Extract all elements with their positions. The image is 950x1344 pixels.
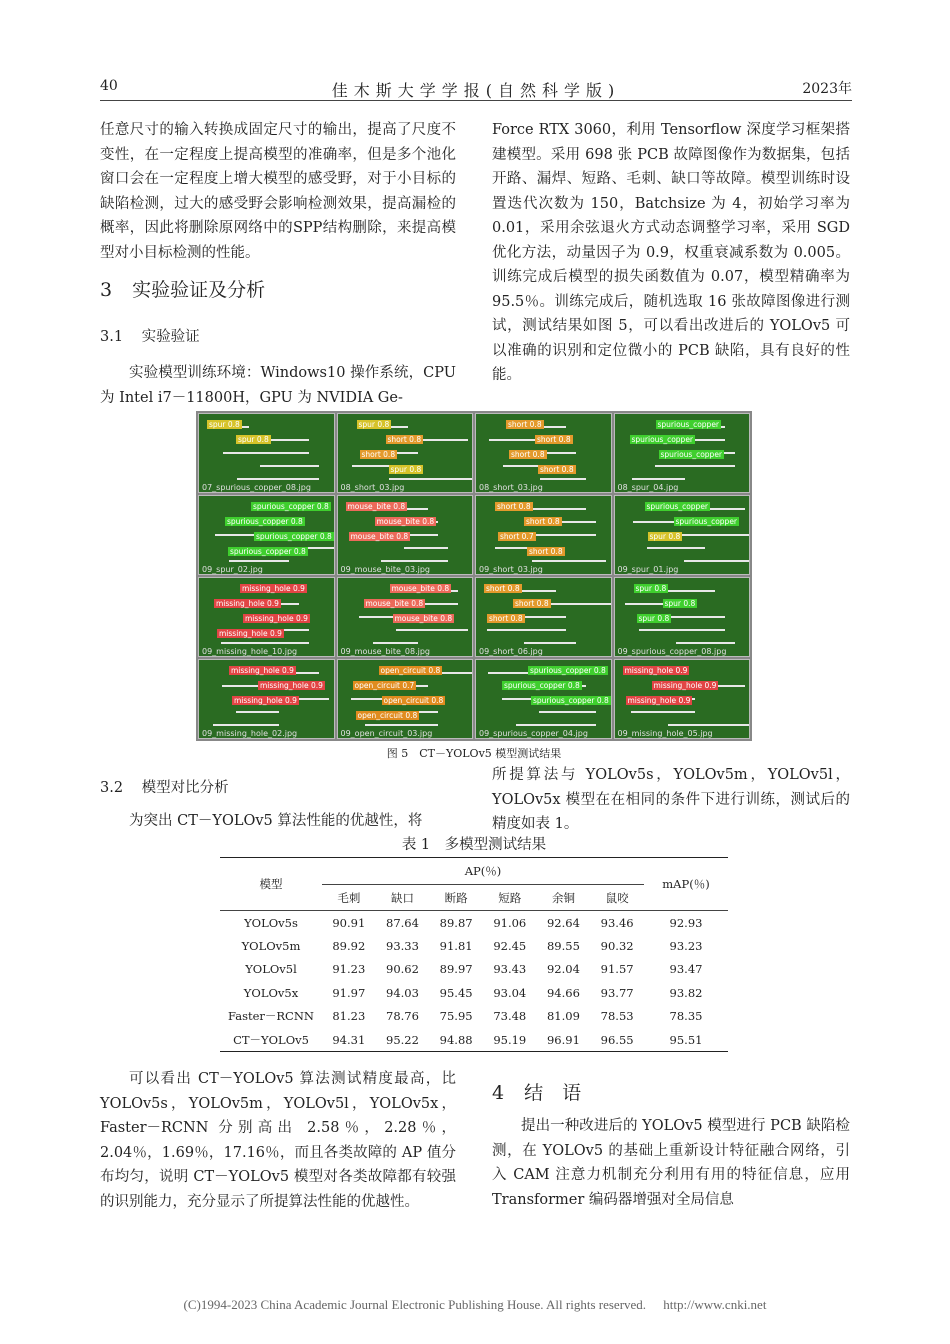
panel-filename: 09_spur_01.jpg bbox=[617, 565, 679, 574]
detection-label: spur 0.8 bbox=[638, 614, 670, 623]
panel-filename: 09_missing_hole_05.jpg bbox=[617, 729, 713, 738]
page-number: 40 bbox=[100, 78, 118, 94]
detection-label: missing_hole 0.9 bbox=[653, 681, 717, 690]
detection-label: spurious_copper bbox=[675, 517, 738, 526]
pcb-test-panel bbox=[337, 413, 474, 493]
detection-label: spur 0.8 bbox=[649, 532, 681, 541]
pcb-trace bbox=[539, 711, 596, 713]
detection-label: short 0.8 bbox=[486, 584, 520, 593]
pcb-trace bbox=[524, 642, 576, 644]
detection-label: mouse_bite 0.8 bbox=[394, 614, 453, 623]
detection-label: mouse_bite 0.8 bbox=[350, 532, 409, 541]
table-cell-ap: 93.77 bbox=[600, 985, 634, 1000]
detection-label: short 0.8 bbox=[540, 465, 574, 474]
panel-filename: 09_short_03.jpg bbox=[479, 565, 543, 574]
pcb-trace bbox=[684, 560, 751, 562]
table-cell-ap: 89.55 bbox=[546, 938, 580, 953]
right-paragraph-comparison: 所提算法与 YOLOv5s，YOLOv5m，YOLOv5l，YOLOv5x 模型在在相同的条件下进行训练，测试后的精度如表 1。 bbox=[492, 767, 850, 832]
subsection-3-1-number: 3.1 bbox=[100, 329, 124, 345]
pcb-trace bbox=[647, 547, 705, 549]
table-cell-map: 93.23 bbox=[669, 938, 703, 953]
panel-filename: 09_open_circuit_03.jpg bbox=[340, 729, 433, 738]
detection-label: short 0.8 bbox=[387, 435, 422, 444]
pcb-test-panel bbox=[337, 495, 474, 575]
panel-filename: 09_spurious_copper_08.jpg bbox=[617, 647, 727, 656]
table-subheader-3: 短路 bbox=[498, 890, 522, 905]
figure-caption: 图 5 CT－YOLOv5 模型测试结果 bbox=[386, 747, 562, 760]
detection-label: spurious_copper bbox=[631, 435, 694, 444]
pcb-trace bbox=[223, 452, 309, 454]
detection-label: short 0.8 bbox=[511, 450, 545, 459]
panel-filename: 09_mouse_bite_08.jpg bbox=[340, 647, 430, 656]
table-row bbox=[220, 1028, 728, 1052]
detection-label: open_circuit 0.7 bbox=[354, 681, 415, 690]
table-cell-ap: 93.33 bbox=[386, 938, 419, 953]
section-4-heading bbox=[492, 1078, 581, 1105]
detection-label: missing_hole 0.9 bbox=[260, 681, 323, 690]
pcb-test-panel bbox=[337, 577, 474, 657]
table-cell-ap: 96.55 bbox=[600, 1032, 634, 1047]
table-cell-model: YOLOv5m bbox=[241, 938, 301, 953]
pcb-trace bbox=[237, 478, 319, 480]
table-header-ap: AP(％) bbox=[322, 858, 644, 885]
panel-filename: 09_mouse_bite_03.jpg bbox=[340, 565, 430, 574]
detection-label: spur 0.8 bbox=[635, 584, 667, 593]
copyright-footer bbox=[0, 1297, 950, 1313]
detection-label: short 0.8 bbox=[489, 614, 523, 623]
table-cell-ap: 94.66 bbox=[546, 985, 580, 1000]
detection-label: short 0.8 bbox=[508, 420, 542, 429]
section-3-heading bbox=[100, 275, 265, 302]
panel-filename: 09_missing_hole_10.jpg bbox=[202, 647, 298, 656]
detection-label: spurious_copper 0.8 bbox=[530, 666, 606, 675]
panel-filename: 09_spurious_copper_04.jpg bbox=[479, 729, 588, 738]
table-row bbox=[220, 911, 728, 935]
table-cell-ap: 95.45 bbox=[439, 985, 473, 1000]
table-cell-ap: 91.06 bbox=[493, 915, 527, 930]
detection-label: spurious_copper 0.8 bbox=[533, 696, 609, 705]
panel-filename: 08_spur_04.jpg bbox=[617, 483, 679, 492]
table-cell-ap: 89.97 bbox=[439, 962, 473, 977]
pcb-test-panel bbox=[198, 659, 335, 739]
detection-label: short 0.8 bbox=[537, 435, 571, 444]
detection-label: mouse_bite 0.8 bbox=[365, 599, 424, 608]
table-cell-ap: 91.23 bbox=[332, 962, 366, 977]
pcb-trace bbox=[389, 478, 474, 480]
pcb-trace bbox=[516, 724, 596, 726]
detection-label: missing_hole 0.9 bbox=[627, 696, 691, 705]
pcb-trace bbox=[396, 629, 468, 631]
table-cell-ap: 96.91 bbox=[546, 1032, 580, 1047]
pcb-trace bbox=[487, 629, 566, 631]
table-cell-ap: 95.22 bbox=[386, 1032, 419, 1047]
detection-label: short 0.8 bbox=[497, 502, 531, 511]
detection-label: spurious_copper 0.8 bbox=[504, 681, 580, 690]
pcb-trace bbox=[213, 724, 279, 726]
detection-label: spurious_copper bbox=[657, 420, 720, 429]
pcb-trace bbox=[668, 724, 751, 726]
running-header bbox=[100, 78, 852, 101]
detection-label: spur 0.8 bbox=[358, 420, 390, 429]
table-cell-ap: 93.43 bbox=[493, 962, 527, 977]
detection-label: short 0.8 bbox=[515, 599, 549, 608]
table-cell-ap: 93.04 bbox=[493, 985, 527, 1000]
table-cell-ap: 89.87 bbox=[439, 915, 473, 930]
table-cell-map: 95.51 bbox=[669, 1032, 703, 1047]
detection-label: short 0.7 bbox=[500, 532, 534, 541]
table-cell-ap: 81.09 bbox=[546, 1009, 580, 1024]
right-paragraph-conclusion: 提出一种改进后的 YOLOv5 模型进行 PCB 缺陷检测，在 YOLOv5 的基础上重新设计特征融合网络，引入 CAM 注意力机制充分利用有用的特征信息，应用 Transformer 编码器增强对全局信息 bbox=[492, 1118, 850, 1208]
pcb-trace bbox=[532, 560, 606, 562]
table-cell-model: CT－YOLOv5 bbox=[233, 1032, 309, 1047]
pcb-trace bbox=[540, 478, 586, 480]
detection-label: missing_hole 0.9 bbox=[234, 696, 297, 705]
detection-label: spur 0.8 bbox=[390, 465, 422, 474]
subsection-3-2-heading bbox=[100, 776, 229, 797]
copyright-text: (C)1994-2023 China Academic Journal Electronic Publishing House. All rights reserved. bbox=[183, 1297, 647, 1312]
table-title: 表 1 多模型测试结果 bbox=[401, 837, 547, 853]
pcb-trace bbox=[381, 560, 448, 562]
detection-label: spur 0.8 bbox=[209, 420, 240, 429]
table-cell-ap: 90.91 bbox=[332, 915, 366, 930]
pcb-trace bbox=[404, 547, 448, 549]
table-cell-ap: 92.04 bbox=[546, 962, 580, 977]
detection-label: open_circuit 0.8 bbox=[357, 711, 418, 720]
detection-label: missing_hole 0.9 bbox=[242, 584, 305, 593]
pcb-trace bbox=[229, 560, 289, 562]
pcb-test-panel bbox=[475, 659, 612, 739]
pcb-test-panel bbox=[475, 413, 612, 493]
table-row bbox=[220, 958, 728, 982]
table-cell-ap: 73.48 bbox=[493, 1009, 527, 1024]
footer-url[interactable]: http://www.cnki.net bbox=[663, 1297, 767, 1312]
table-subheader-2: 断路 bbox=[444, 890, 468, 905]
detection-label: spur 0.8 bbox=[664, 599, 696, 608]
panel-filename: 09_short_06.jpg bbox=[479, 647, 543, 656]
table-subheader-0: 毛刺 bbox=[337, 890, 361, 905]
detection-label: spurious_copper bbox=[646, 502, 709, 511]
table-cell-model: Faster－RCNN bbox=[228, 1009, 314, 1024]
pcb-test-panel bbox=[614, 413, 751, 493]
pcb-trace bbox=[631, 711, 695, 713]
detection-label: open_circuit 0.8 bbox=[380, 666, 441, 675]
left-paragraph-conclusion-analysis: 可以看出 CT－YOLOv5 算法测试精度最高，比 YOLOv5s，YOLOv5m，YOLOv5l，YOLOv5x，Faster－RCNN 分别高出 2.58％，2.28％，2.04％，1.69％，17.16％，而且各类故障的 AP 值分布均匀，说明 CT－YOLOv5 模型对各类故障都有较强的识别能力，充分显示了所提算法性能的优越性。 bbox=[100, 1071, 456, 1210]
pcb-test-panel bbox=[337, 659, 474, 739]
table-cell-map: 78.35 bbox=[669, 1009, 703, 1024]
table-cell-map: 93.47 bbox=[669, 962, 703, 977]
detection-label: mouse_bite 0.8 bbox=[376, 517, 435, 526]
table-cell-ap: 91.97 bbox=[332, 985, 366, 1000]
pcb-test-panel bbox=[614, 495, 751, 575]
detection-label: spurious_copper 0.8 bbox=[256, 532, 332, 541]
left-paragraph-spp: 任意尺寸的输入转换成固定尺寸的输出，提高了尺度不变性，在一定程度上提高模型的准确率，但是多个池化窗口会在一定程度上增大模型的感受野，对于小目标的缺陷检测，过大的感受野会影响检测效果，提高漏检的概率，因此将删除原网络中的SPP结构删除，来提高模型对小目标检测的性能。 bbox=[100, 122, 456, 261]
panel-filename: 08_short_03.jpg bbox=[479, 483, 543, 492]
table-cell-model: YOLOv5l bbox=[245, 962, 297, 977]
table-subheader-4: 余铜 bbox=[551, 890, 575, 905]
table-cell-ap: 90.32 bbox=[600, 938, 634, 953]
pcb-trace bbox=[260, 465, 319, 467]
panel-filename: 09_spur_02.jpg bbox=[202, 565, 263, 574]
table-subheader-5: 鼠咬 bbox=[605, 890, 629, 905]
table-cell-ap: 95.19 bbox=[493, 1032, 527, 1047]
pcb-test-panel bbox=[475, 577, 612, 657]
detection-label: missing_hole 0.9 bbox=[219, 629, 282, 638]
table-header-map: mAP(％) bbox=[662, 877, 710, 891]
table-cell-model: YOLOv5x bbox=[243, 985, 299, 1000]
detection-label: spurious_copper 0.8 bbox=[227, 517, 303, 526]
pcb-test-panel bbox=[475, 495, 612, 575]
publication-year: 2023年 bbox=[802, 81, 852, 97]
table-cell-ap: 91.57 bbox=[600, 962, 634, 977]
table-row bbox=[220, 981, 728, 1005]
detection-label: mouse_bite 0.8 bbox=[391, 584, 450, 593]
panel-filename: 07_spurious_copper_08.jpg bbox=[202, 483, 311, 492]
pcb-trace bbox=[655, 465, 735, 467]
table-cell-map: 92.93 bbox=[669, 915, 703, 930]
detection-label: missing_hole 0.9 bbox=[624, 666, 688, 675]
detection-label: open_circuit 0.8 bbox=[383, 696, 444, 705]
detection-label: spurious_copper 0.8 bbox=[253, 502, 329, 511]
table-cell-ap: 92.45 bbox=[493, 938, 527, 953]
panel-filename: 09_missing_hole_02.jpg bbox=[202, 729, 298, 738]
results-table-wrapper bbox=[220, 857, 728, 1052]
pcb-test-panel bbox=[198, 577, 335, 657]
pcb-test-panel bbox=[614, 577, 751, 657]
pcb-trace bbox=[625, 603, 665, 605]
pcb-trace bbox=[676, 642, 735, 644]
panel-filename: 08_short_03.jpg bbox=[340, 483, 405, 492]
detection-label: spurious_copper bbox=[660, 450, 723, 459]
table-cell-ap: 92.64 bbox=[546, 915, 580, 930]
section-4-title: 结 语 bbox=[524, 1082, 582, 1104]
pcb-trace bbox=[365, 724, 438, 726]
right-paragraph-training: Force RTX 3060，利用 Tensorflow 深度学习框架搭建模型。采用 698 张 PCB 故障图像作为数据集，包括开路、漏焊、短路、毛刺、缺口等故障。模型训练时设置迭代次数为 150，Batchsize 为 4，初始学习率为 0.01，采用余弦退火方式动态调整学习率，采用 SGD 优化方法，动量因子为 0.9，权重衰减系数为 0.005。训练完成后模型的损失函数值为 0.07，模型精确率为 95.5％。训练完成后，随机选取 16 张故障图像进行测试，测试结果如图 5，可以看出改进后的 YOLOv5 可以准确的识别和定位微小的 PCB 缺陷，具有良好的性能。 bbox=[492, 122, 850, 383]
section-3-number: 3 bbox=[100, 279, 113, 301]
table-cell-ap: 94.31 bbox=[332, 1032, 366, 1047]
table-cell-ap: 87.64 bbox=[386, 915, 419, 930]
table-cell-ap: 93.46 bbox=[600, 915, 634, 930]
detection-label: spurious_copper 0.8 bbox=[230, 547, 306, 556]
detection-label: short 0.8 bbox=[361, 450, 396, 459]
table-cell-ap: 81.23 bbox=[332, 1009, 366, 1024]
section-3-title: 实验验证及分析 bbox=[132, 279, 266, 301]
pcb-trace bbox=[373, 642, 418, 644]
table-cell-ap: 75.95 bbox=[439, 1009, 473, 1024]
table-row bbox=[220, 934, 728, 958]
pcb-detection-figure bbox=[196, 411, 752, 741]
table-subheader-1: 缺口 bbox=[390, 890, 414, 905]
table-cell-ap: 90.62 bbox=[386, 962, 419, 977]
detection-label: missing_hole 0.9 bbox=[216, 599, 279, 608]
section-4-number: 4 bbox=[492, 1082, 505, 1104]
table-row bbox=[220, 1005, 728, 1029]
table-cell-ap: 89.92 bbox=[332, 938, 366, 953]
pcb-trace bbox=[632, 478, 685, 480]
left-paragraph-comparison-start: 为突出 CT－YOLOv5 算法性能的优越性，将 bbox=[129, 813, 423, 829]
table-cell-ap: 91.81 bbox=[439, 938, 473, 953]
journal-title: 佳木斯大学学报(自然科学版) bbox=[331, 81, 621, 100]
table-cell-ap: 94.03 bbox=[386, 985, 419, 1000]
detection-label: short 0.8 bbox=[529, 547, 563, 556]
table-cell-map: 93.82 bbox=[669, 985, 703, 1000]
results-table bbox=[220, 857, 728, 1052]
pcb-test-panel bbox=[614, 659, 751, 739]
detection-label: spur 0.8 bbox=[238, 435, 269, 444]
pcb-test-panel bbox=[198, 495, 335, 575]
detection-label: short 0.8 bbox=[526, 517, 560, 526]
table-cell-ap: 78.53 bbox=[600, 1009, 634, 1024]
table-cell-ap: 78.76 bbox=[386, 1009, 419, 1024]
subsection-3-1-heading bbox=[100, 325, 200, 346]
table-cell-ap: 94.88 bbox=[439, 1032, 473, 1047]
detection-label: missing_hole 0.9 bbox=[231, 666, 294, 675]
left-paragraph-environment: 实验模型训练环境：Windows10 操作系统，CPU 为 Intel i7－11800H，GPU 为 NVIDIA Ge- bbox=[100, 365, 456, 406]
pcb-trace bbox=[236, 711, 279, 713]
table-cell-model: YOLOv5s bbox=[244, 915, 298, 930]
table-header-model: 模型 bbox=[259, 877, 283, 891]
subsection-3-2-title: 模型对比分析 bbox=[141, 780, 229, 796]
pcb-trace bbox=[221, 642, 309, 644]
pcb-test-panel bbox=[198, 413, 335, 493]
pcb-trace bbox=[639, 629, 725, 631]
detection-label: mouse_bite 0.8 bbox=[347, 502, 406, 511]
subsection-3-1-title: 实验验证 bbox=[141, 329, 200, 345]
subsection-3-2-number: 3.2 bbox=[100, 780, 124, 796]
detection-label: missing_hole 0.9 bbox=[245, 614, 308, 623]
